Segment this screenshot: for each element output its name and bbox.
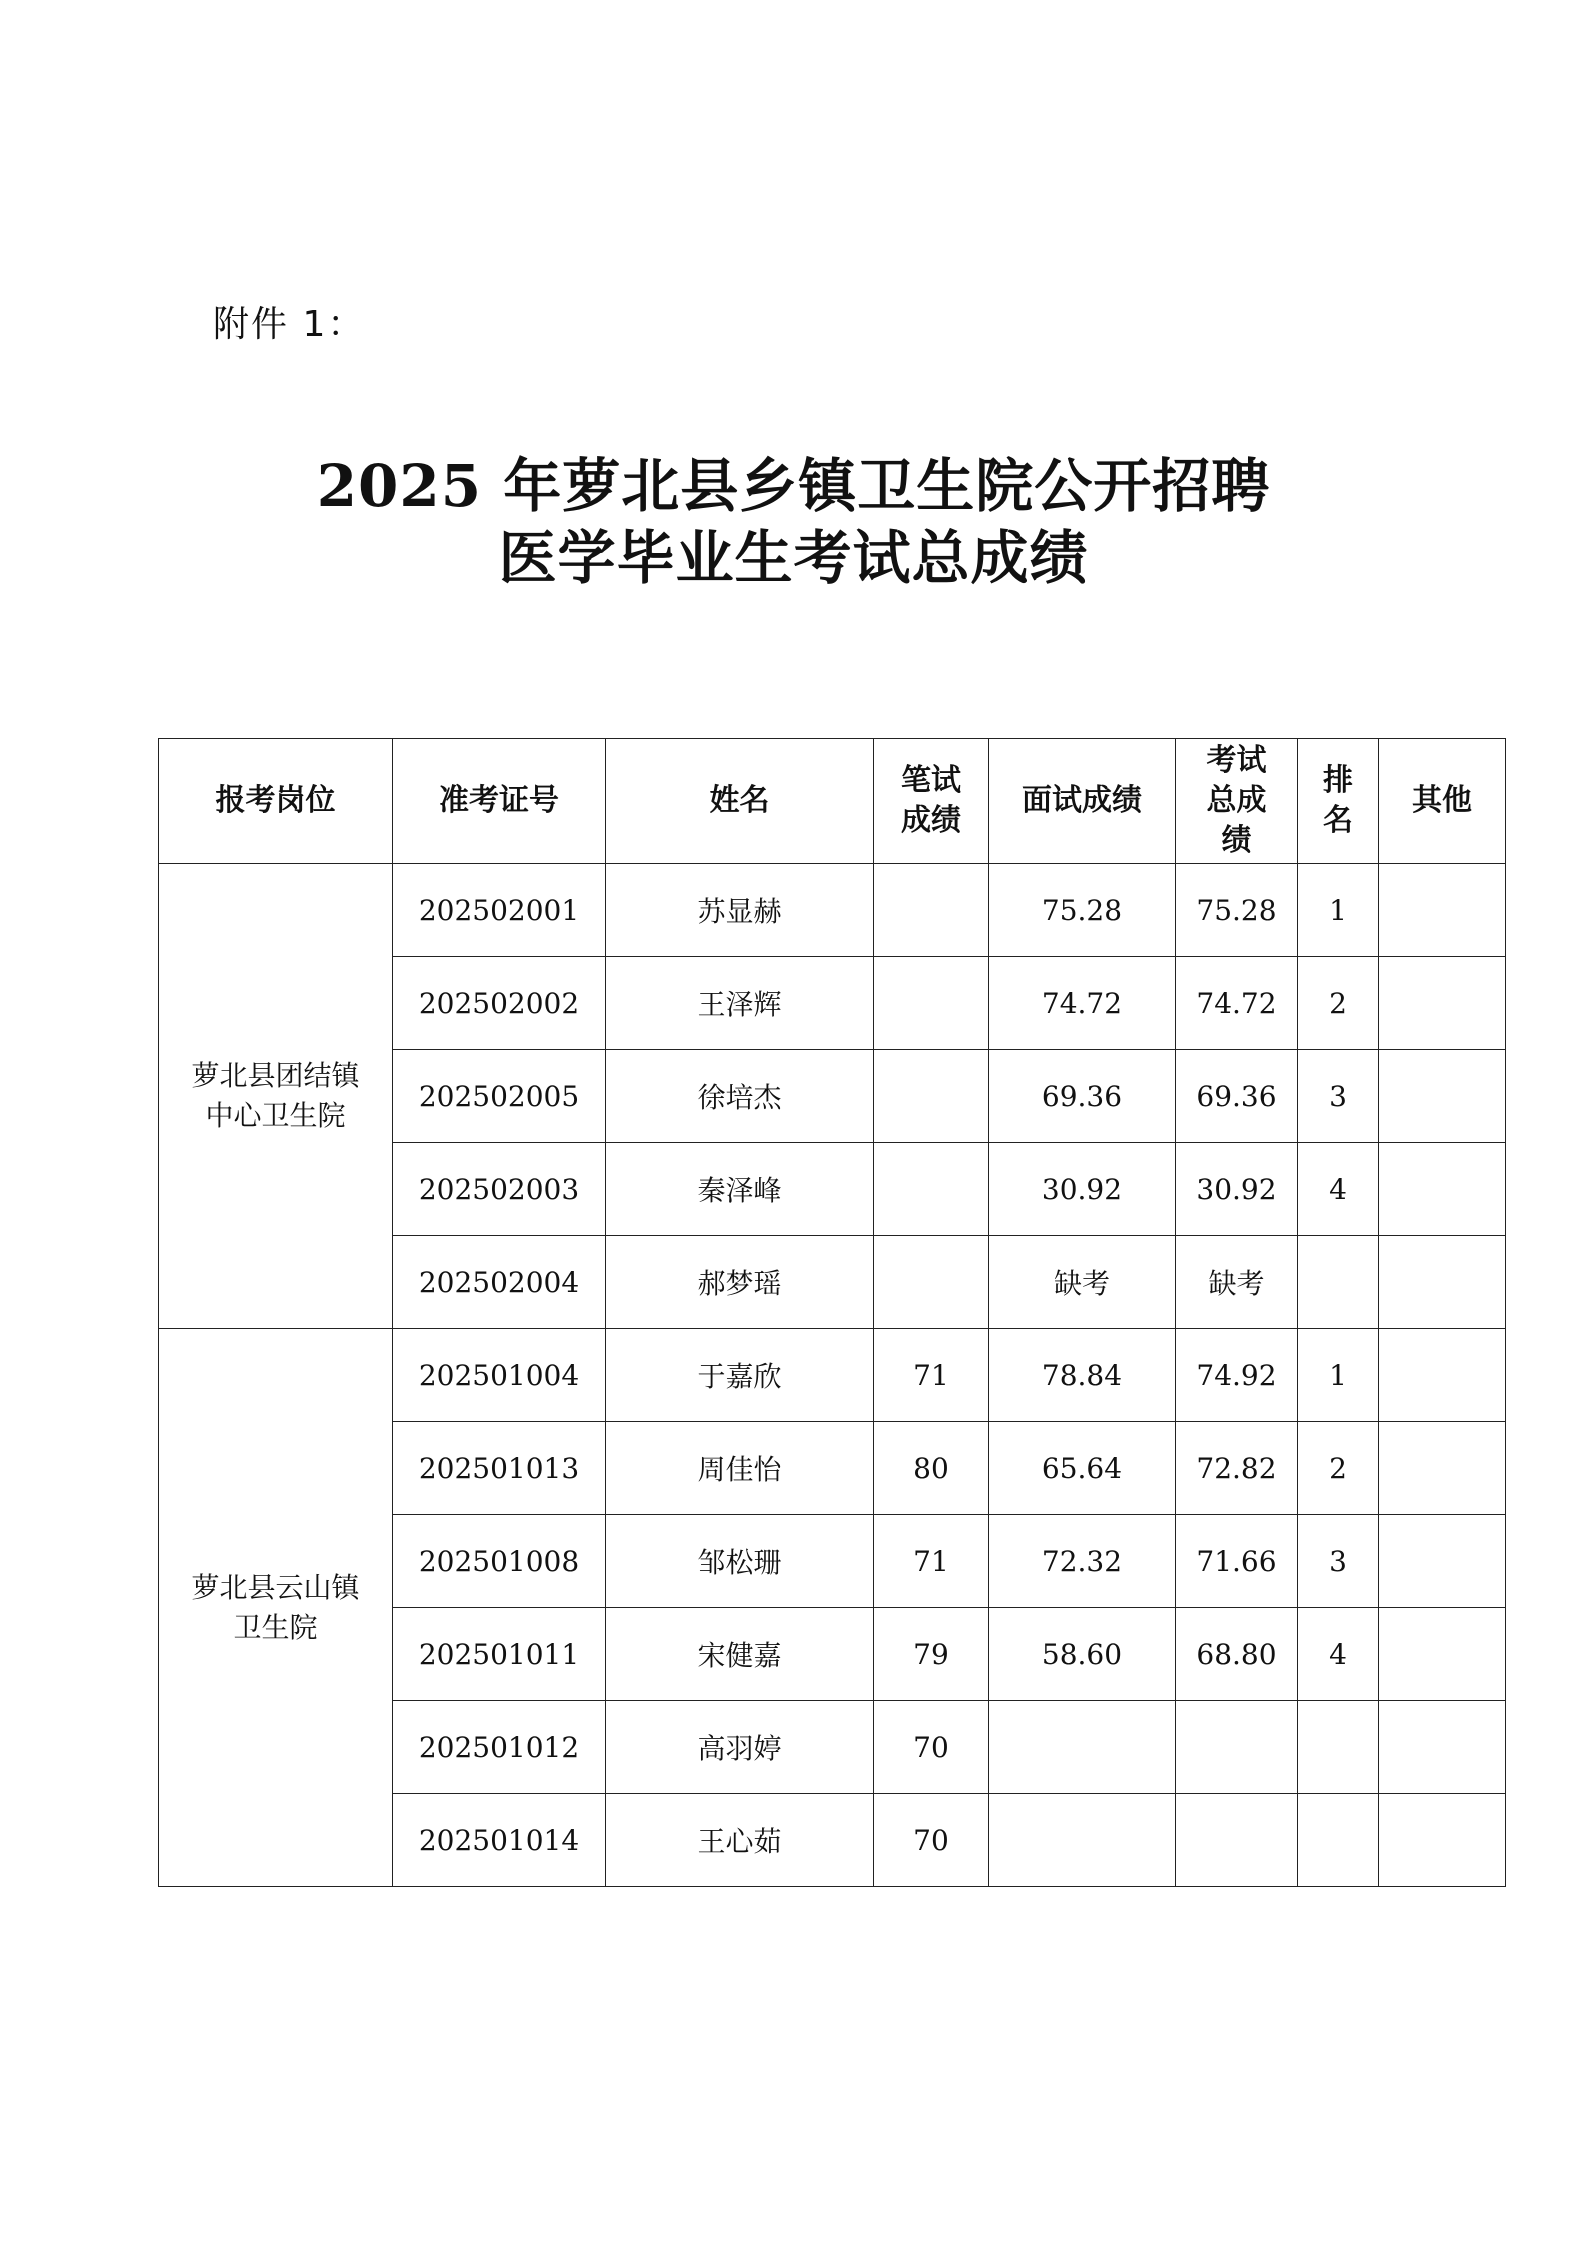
total-score-cell: 74.72 xyxy=(1176,957,1298,1050)
position-line-2: 卫生院 xyxy=(233,1610,318,1644)
exam-id-cell: 202502005 xyxy=(393,1050,606,1143)
document-title-line-2: 医学毕业生考试总成绩 xyxy=(498,524,1089,592)
table-row xyxy=(159,1329,1506,1422)
header-written-score xyxy=(874,739,989,864)
total-score-cell xyxy=(1176,1794,1298,1887)
position-cell xyxy=(159,864,393,1329)
attachment-label: 附件 1： xyxy=(213,304,366,345)
name-cell: 秦泽峰 xyxy=(606,1143,874,1236)
other-cell xyxy=(1379,1608,1506,1701)
interview-score-cell: 69.36 xyxy=(989,1050,1176,1143)
position-line-1: 萝北县团结镇 xyxy=(191,1059,360,1092)
rank-cell xyxy=(1298,1794,1379,1887)
header-total-line-2: 总成 xyxy=(1206,783,1267,818)
header-exam-id: 准考证号 xyxy=(393,739,606,864)
written-score-cell: 80 xyxy=(874,1422,989,1515)
written-score-cell xyxy=(874,1236,989,1329)
exam-id-cell: 202501013 xyxy=(393,1422,606,1515)
rank-cell: 1 xyxy=(1298,864,1379,957)
total-score-cell: 74.92 xyxy=(1176,1329,1298,1422)
rank-cell: 2 xyxy=(1298,957,1379,1050)
name-cell: 苏显赫 xyxy=(606,864,874,957)
interview-score-cell: 30.92 xyxy=(989,1143,1176,1236)
total-score-cell xyxy=(1176,1701,1298,1794)
name-cell: 于嘉欣 xyxy=(606,1329,874,1422)
results-table xyxy=(158,738,1506,1887)
header-total-line-3: 绩 xyxy=(1221,823,1252,858)
name-cell: 王泽辉 xyxy=(606,957,874,1050)
rank-cell: 3 xyxy=(1298,1515,1379,1608)
rank-cell: 1 xyxy=(1298,1329,1379,1422)
total-score-cell: 69.36 xyxy=(1176,1050,1298,1143)
exam-id-cell: 202502004 xyxy=(393,1236,606,1329)
name-cell: 邹松珊 xyxy=(606,1515,874,1608)
total-score-cell: 68.80 xyxy=(1176,1608,1298,1701)
written-score-cell: 71 xyxy=(874,1515,989,1608)
header-other: 其他 xyxy=(1379,739,1506,864)
written-score-cell: 79 xyxy=(874,1608,989,1701)
name-cell: 高羽婷 xyxy=(606,1701,874,1794)
name-cell: 宋健嘉 xyxy=(606,1608,874,1701)
other-cell xyxy=(1379,1236,1506,1329)
rank-cell: 4 xyxy=(1298,1143,1379,1236)
name-cell: 王心茹 xyxy=(606,1794,874,1887)
other-cell xyxy=(1379,1701,1506,1794)
other-cell xyxy=(1379,957,1506,1050)
exam-id-cell: 202502001 xyxy=(393,864,606,957)
interview-score-cell: 78.84 xyxy=(989,1329,1176,1422)
written-score-cell: 70 xyxy=(874,1794,989,1887)
rank-cell: 2 xyxy=(1298,1422,1379,1515)
name-cell: 周佳怡 xyxy=(606,1422,874,1515)
interview-score-cell xyxy=(989,1701,1176,1794)
header-interview-score: 面试成绩 xyxy=(989,739,1176,864)
interview-score-cell: 74.72 xyxy=(989,957,1176,1050)
interview-score-cell: 72.32 xyxy=(989,1515,1176,1608)
total-score-cell: 75.28 xyxy=(1176,864,1298,957)
other-cell xyxy=(1379,1050,1506,1143)
exam-id-cell: 202502002 xyxy=(393,957,606,1050)
written-score-cell: 71 xyxy=(874,1329,989,1422)
table-row xyxy=(159,864,1506,957)
rank-cell xyxy=(1298,1236,1379,1329)
header-position: 报考岗位 xyxy=(159,739,393,864)
position-line-1: 萝北县云山镇 xyxy=(191,1570,360,1604)
name-cell: 郝梦瑶 xyxy=(606,1236,874,1329)
exam-id-cell: 202502003 xyxy=(393,1143,606,1236)
total-score-cell: 30.92 xyxy=(1176,1143,1298,1236)
name-cell: 徐培杰 xyxy=(606,1050,874,1143)
other-cell xyxy=(1379,1515,1506,1608)
interview-score-cell: 缺考 xyxy=(989,1236,1176,1329)
exam-id-cell: 202501008 xyxy=(393,1515,606,1608)
rank-cell: 4 xyxy=(1298,1608,1379,1701)
header-total-line-1: 考试 xyxy=(1206,743,1267,778)
interview-score-cell xyxy=(989,1794,1176,1887)
exam-id-cell: 202501004 xyxy=(393,1329,606,1422)
total-score-cell: 71.66 xyxy=(1176,1515,1298,1608)
other-cell xyxy=(1379,1794,1506,1887)
header-written-line-2: 成绩 xyxy=(901,803,961,838)
interview-score-cell: 58.60 xyxy=(989,1608,1176,1701)
written-score-cell xyxy=(874,957,989,1050)
document-title-line-1: 2025 年萝北县乡镇卫生院公开招聘 xyxy=(316,452,1271,520)
header-row xyxy=(159,739,1506,864)
exam-id-cell: 202501012 xyxy=(393,1701,606,1794)
header-rank xyxy=(1298,739,1379,864)
total-score-cell: 72.82 xyxy=(1176,1422,1298,1515)
position-line-2: 中心卫生院 xyxy=(205,1099,346,1132)
other-cell xyxy=(1379,864,1506,957)
total-score-cell: 缺考 xyxy=(1176,1236,1298,1329)
rank-cell xyxy=(1298,1701,1379,1794)
written-score-cell xyxy=(874,1143,989,1236)
interview-score-cell: 75.28 xyxy=(989,864,1176,957)
interview-score-cell: 65.64 xyxy=(989,1422,1176,1515)
exam-id-cell: 202501011 xyxy=(393,1608,606,1701)
other-cell xyxy=(1379,1329,1506,1422)
written-score-cell xyxy=(874,864,989,957)
written-score-cell xyxy=(874,1050,989,1143)
header-written-line-1: 笔试 xyxy=(901,763,961,798)
other-cell xyxy=(1379,1143,1506,1236)
header-total-score xyxy=(1176,739,1298,864)
header-rank-line-2: 名 xyxy=(1323,803,1353,838)
rank-cell: 3 xyxy=(1298,1050,1379,1143)
header-rank-line-1: 排 xyxy=(1323,763,1353,798)
header-name: 姓名 xyxy=(606,739,874,864)
position-cell xyxy=(159,1329,393,1887)
exam-id-cell: 202501014 xyxy=(393,1794,606,1887)
other-cell xyxy=(1379,1422,1506,1515)
written-score-cell: 70 xyxy=(874,1701,989,1794)
